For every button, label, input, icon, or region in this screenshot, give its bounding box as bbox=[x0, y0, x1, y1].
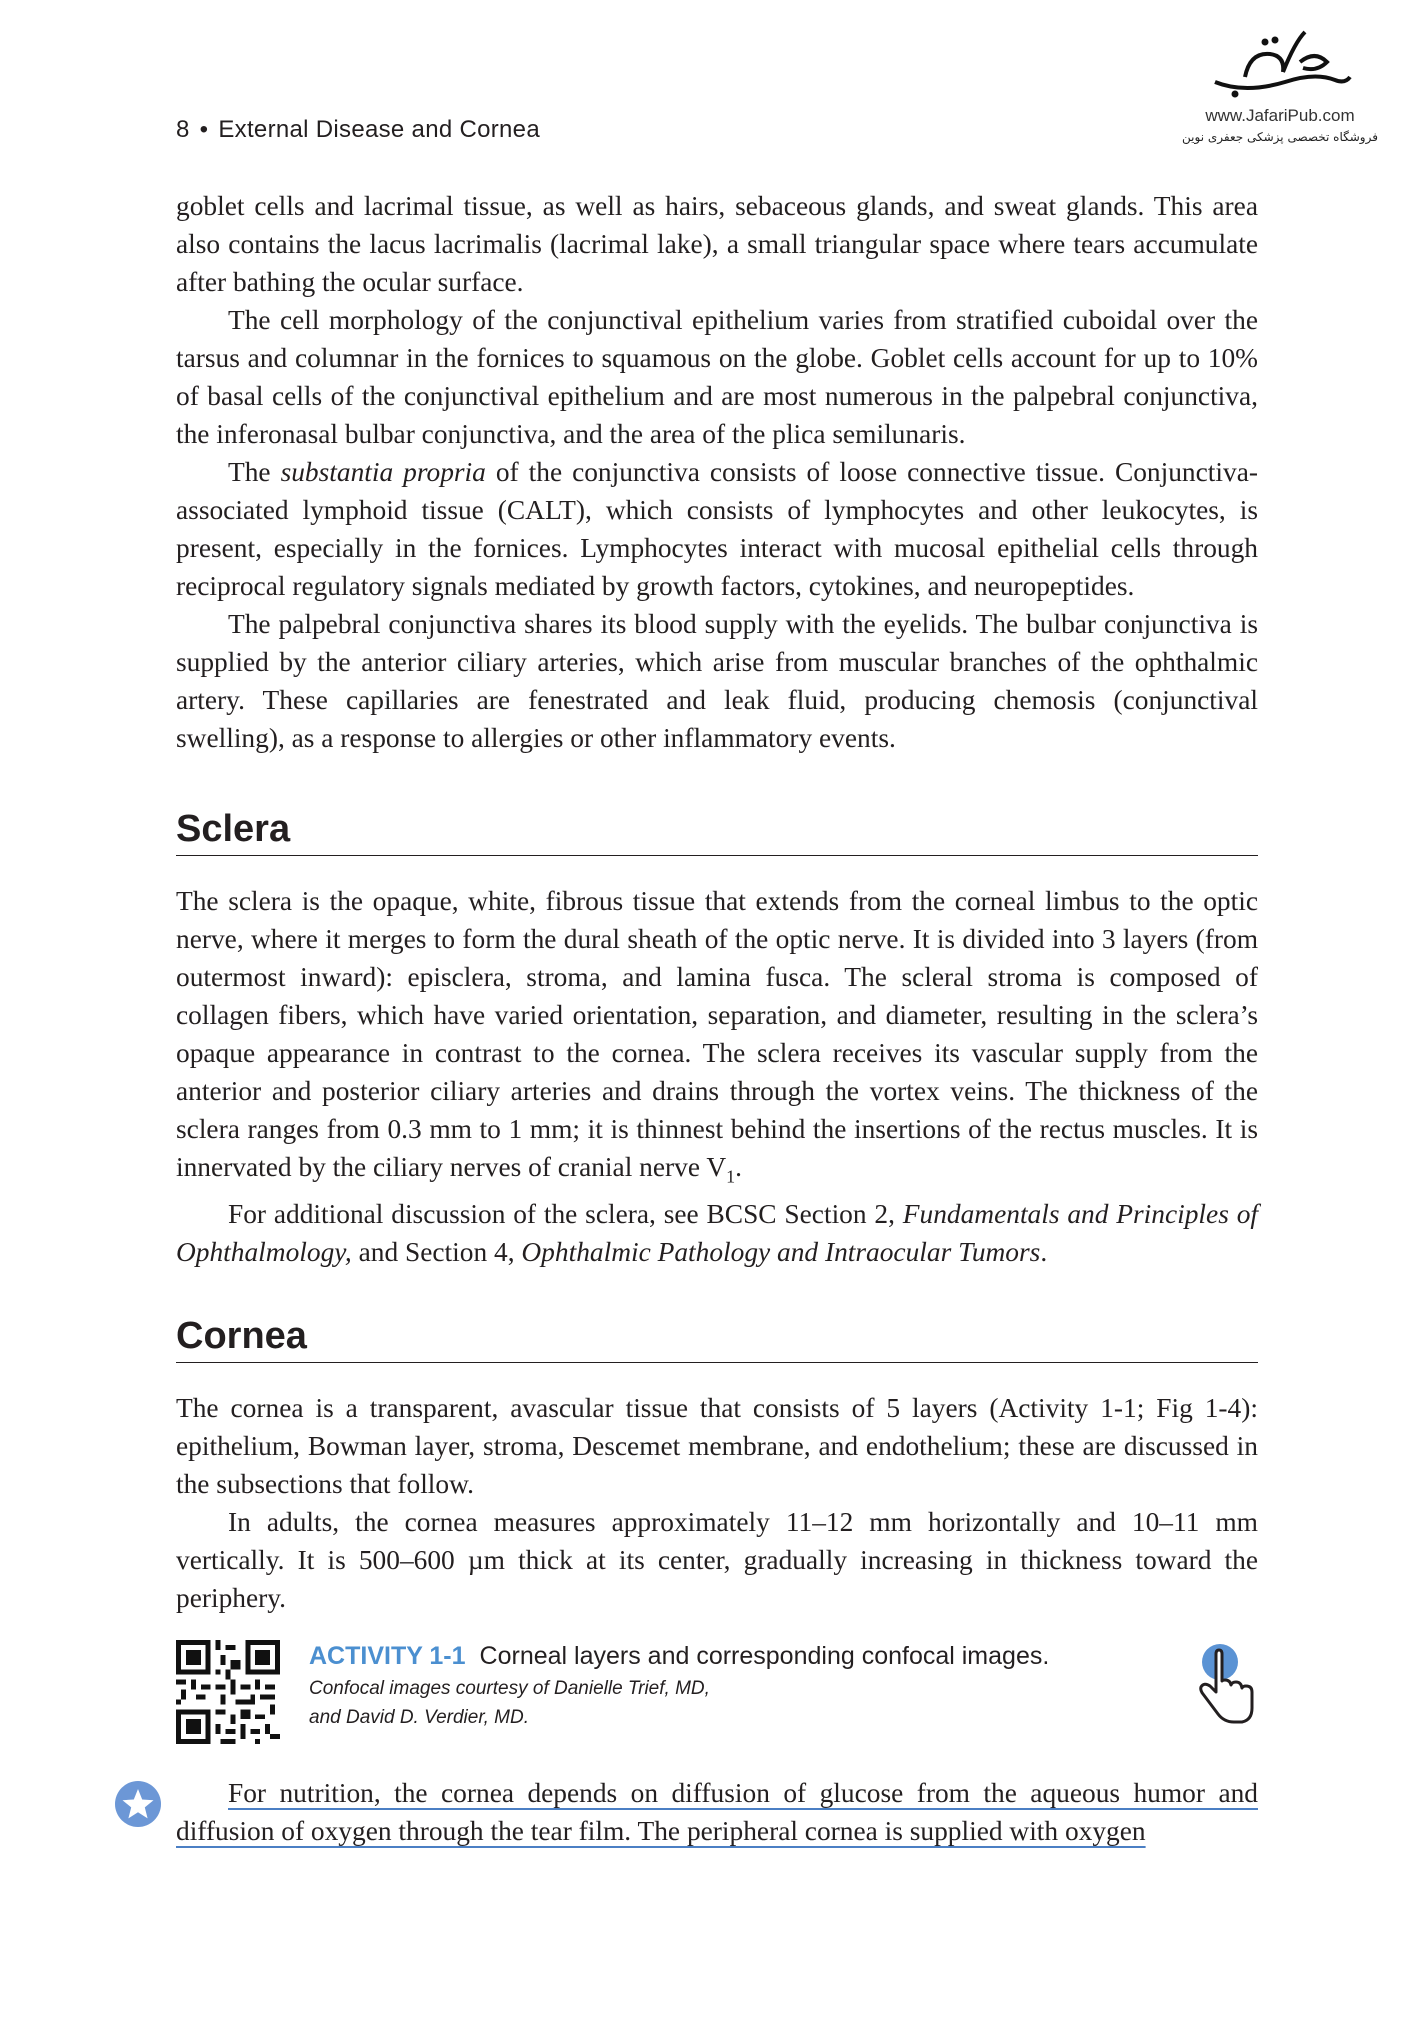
running-title: External Disease and Cornea bbox=[218, 116, 540, 143]
term-substantia-propria: substantia propria bbox=[280, 457, 486, 487]
paragraph: The substantia propria of the conjunctiva consists of loose connective tissue. Conjunctiva-associated lymphoid tissue (CALT), which consists of lymphocytes and other leukocytes, is present, especially in the fornices. Lymphocytes interact with mucosal epithelial cells through reciprocal regulatory signals mediated by growth factors, cytokines, and neuropeptides. bbox=[176, 457, 1258, 601]
paragraph: The cell morphology of the conjunctival epithelium varies from stratified cuboidal over the tarsus and columnar in the fornices to squamous on the globe. Goblet cells account for up to 10% of basal cells of the conjunctival epithelium and are most numerous in the palpebral conjunctiva, the inferonasal bulbar conjunctiva, and the area of the plica semilunaris. bbox=[176, 305, 1258, 449]
sclera-text bbox=[176, 882, 1258, 1271]
paragraph: In adults, the cornea measures approximately 11–12 mm horizontally and 10–11 mm vertically. It is 500–600 µm thick at its center, gradually increasing in thickness toward the periphery. bbox=[176, 1507, 1258, 1613]
paragraph: The sclera is the opaque, white, fibrous tissue that extends from the corneal limbus to the optic nerve, where it merges to form the dural sheath of the optic nerve. It is divided into 3 layers (from outermost inward): episclera, stroma, and lamina fusca. The scleral stroma is composed of collagen fibers, which have varied orientation, separation, and diameter, resulting in the sclera’s opaque appearance in contrast to the cornea. The sclera receives its vascular supply from the anterior and posterior ciliary arteries and drains through the vortex veins. The thickness of the sclera ranges from 0.3 mm to 1 mm; it is thinnest behind the insertions of the rectus muscles. It is innervated by the ciliary nerves of cranial nerve $V_1$. bbox=[176, 886, 1258, 1187]
page-number: 8 bbox=[176, 116, 190, 143]
cornea-text bbox=[176, 1389, 1258, 1617]
publisher-logo bbox=[1180, 22, 1380, 162]
paragraph: goblet cells and lacrimal tissue, as well as hairs, sebaceous glands, and sweat glands. This area also contains the lacus lacrimalis (lacrimal lake), a small triangular space where tears accumulate after bathing the ocular surface. bbox=[176, 191, 1258, 297]
paragraph: The palpebral conjunctiva shares its blood supply with the eyelids. The bulbar conjunctiva is supplied by the anterior ciliary arteries, which arise from muscular branches of the ophthalmic artery. These capillaries are fenestrated and leak fluid, producing chemosis (conjunctival swelling), as a response to allergies or other inflammatory events. bbox=[176, 609, 1258, 753]
activity-title bbox=[309, 1642, 1049, 1671]
calligraphy-logo-icon bbox=[1205, 22, 1355, 104]
highlighted-text bbox=[176, 1774, 1258, 1850]
paragraph: The cornea is a transparent, avascular tissue that consists of 5 layers (Activity 1-1; Fig 1-4): epithelium, Bowman layer, stroma, Descemet membrane, and endothelium; these are discussed in the subsections that follow. bbox=[176, 1393, 1258, 1499]
section-heading-cornea: Cornea bbox=[176, 1315, 1258, 1363]
star-icon[interactable] bbox=[114, 1780, 162, 1828]
logo-url: www.JafariPub.com bbox=[1205, 106, 1355, 125]
activity-label: ACTIVITY 1-1 bbox=[309, 1642, 466, 1670]
running-header bbox=[176, 116, 540, 144]
reference-section-2: Fundamentals and Principles of Ophthalmology, bbox=[176, 1199, 1259, 1268]
logo-persian-tagline: فروشگاه تخصصی پزشکی جعفری نوین bbox=[1182, 130, 1378, 144]
paragraph: For nutrition, the cornea depends on diffusion of glucose from the aqueous humor and diffusion of oxygen through the tear film. The peripheral cornea is supplied with oxygen bbox=[176, 1778, 1258, 1846]
intro-text bbox=[176, 187, 1258, 757]
pointing-hand-icon[interactable] bbox=[1188, 1640, 1258, 1730]
activity-caption: Corneal layers and corresponding confocal images. bbox=[479, 1642, 1050, 1670]
paragraph: For additional discussion of the sclera, see BCSC Section 2, Fundamentals and Principles of Ophthalmology, and Section 4, Ophthalmic Pathology and Intraocular Tumors. bbox=[176, 1199, 1259, 1268]
qr-code-icon[interactable] bbox=[176, 1640, 280, 1744]
activity-credit: Confocal images courtesy of Danielle Trief, MD, and David D. Verdier, MD. bbox=[309, 1678, 710, 1728]
activity-callout[interactable] bbox=[176, 1640, 1258, 1750]
reference-section-4: Ophthalmic Pathology and Intraocular Tumors bbox=[521, 1237, 1041, 1268]
section-heading-sclera: Sclera bbox=[176, 808, 1258, 856]
header-bullet: • bbox=[199, 116, 209, 143]
